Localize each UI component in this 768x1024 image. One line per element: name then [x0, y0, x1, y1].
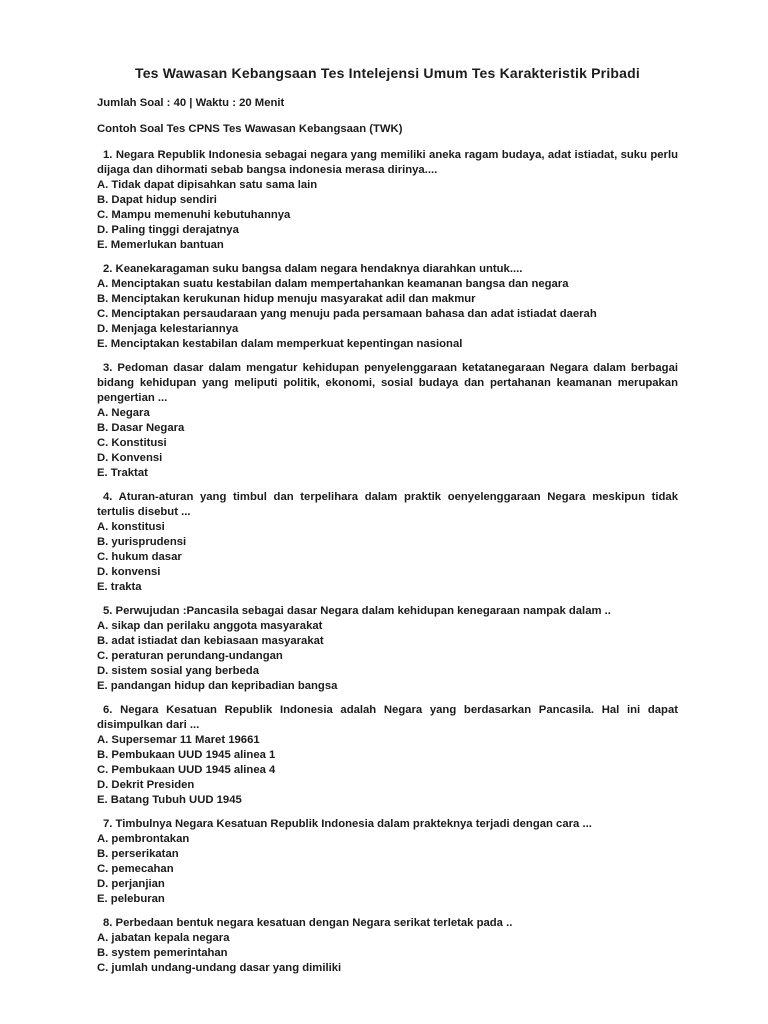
option-line: B. Menciptakan kerukunan hidup menuju masyarakat adil dan makmur	[97, 293, 476, 305]
option-line: D. Konvensi	[97, 452, 163, 464]
option-line: D. perjanjian	[97, 878, 165, 890]
option-line: E. Menciptakan kestabilan dalam memperkuat kepentingan nasional	[97, 338, 463, 350]
option-line: D. sistem sosial yang berbeda	[97, 665, 259, 677]
option-line: C. pemecahan	[97, 863, 174, 875]
option-line: B. Dasar Negara	[97, 422, 185, 434]
option-line: A. Menciptakan suatu kestabilan dalam mempertahankan keamanan bangsa dan negara	[97, 278, 569, 290]
question-text: 8. Perbedaan bentuk negara kesatuan dengan Negara serikat terletak pada ..	[103, 917, 513, 929]
question-block	[97, 916, 678, 976]
option-line: C. peraturan perundang-undangan	[97, 650, 283, 662]
option-line: A. konstitusi	[97, 521, 165, 533]
option-line: A. pembrontakan	[97, 833, 190, 845]
option-list	[97, 931, 678, 976]
option-line: C. hukum dasar	[97, 551, 182, 563]
option-line: B. system pemerintahan	[97, 947, 228, 959]
option-line: B. Dapat hidup sendiri	[97, 194, 217, 206]
option-line: C. Pembukaan UUD 1945 alinea 4	[97, 764, 276, 776]
option-line: D. konvensi	[97, 566, 161, 578]
option-line: B. Pembukaan UUD 1945 alinea 1	[97, 749, 276, 761]
question-text: 3. Pedoman dasar dalam mengatur kehidupan penyelenggaraan ketatanegaraan Negara dalam berbagai bidang kehidupan yang meliputi politik, ekonomi, sosial budaya dan pertahanan keamanan merupakan pengertian ...	[97, 362, 678, 404]
option-list	[97, 277, 678, 352]
question-block	[97, 817, 678, 907]
question-list	[97, 148, 678, 976]
option-list	[97, 832, 678, 907]
option-line: E. trakta	[97, 581, 142, 593]
option-line: E. Batang Tubuh UUD 1945	[97, 794, 242, 806]
option-line: D. Paling tinggi derajatnya	[97, 224, 239, 236]
question-text: 2. Keanekaragaman suku bangsa dalam negara hendaknya diarahkan untuk....	[103, 263, 523, 275]
option-line: E. pandangan hidup dan kepribadian bangsa	[97, 680, 338, 692]
option-line: C. Konstitusi	[97, 437, 167, 449]
question-block	[97, 703, 678, 808]
question-block	[97, 361, 678, 481]
question-text: 5. Perwujudan :Pancasila sebagai dasar Negara dalam kehidupan kenegaraan nampak dalam ..	[103, 605, 611, 617]
option-list	[97, 406, 678, 481]
option-line: A. Negara	[97, 407, 150, 419]
option-line: A. Tidak dapat dipisahkan satu sama lain	[97, 179, 318, 191]
option-line: D. Dekrit Presiden	[97, 779, 195, 791]
question-block	[97, 490, 678, 595]
option-line: B. perserikatan	[97, 848, 179, 860]
option-list	[97, 178, 678, 253]
option-list	[97, 733, 678, 808]
option-line: E. peleburan	[97, 893, 165, 905]
question-block	[97, 148, 678, 253]
question-block	[97, 262, 678, 352]
question-block	[97, 604, 678, 694]
option-line: A. jabatan kepala negara	[97, 932, 230, 944]
option-line: E. Traktat	[97, 467, 148, 479]
question-text: 1. Negara Republik Indonesia sebagai negara yang memiliki aneka ragam budaya, adat istiadat, suku perlu dijaga dan dihormati sebab bangsa indonesia merasa dirinya....	[97, 149, 678, 176]
option-line: A. Supersemar 11 Maret 19661	[97, 734, 260, 746]
option-line: C. Mampu memenuhi kebutuhannya	[97, 209, 291, 221]
question-text: 6. Negara Kesatuan Republik Indonesia adalah Negara yang berdasarkan Pancasila. Hal ini dapat disimpulkan dari ...	[97, 704, 678, 731]
page-title: Tes Wawasan Kebangsaan Tes Intelejensi Umum Tes Karakteristik Pribadi	[134, 65, 640, 81]
question-text: 7. Timbulnya Negara Kesatuan Republik Indonesia dalam prakteknya terjadi dengan cara ...	[103, 818, 592, 830]
option-line: B. yurisprudensi	[97, 536, 187, 548]
option-line: C. jumlah undang-undang dasar yang dimiliki	[97, 962, 342, 974]
meta-line: Jumlah Soal : 40 | Waktu : 20 Menit	[97, 97, 285, 109]
question-text: 4. Aturan-aturan yang timbul dan terpelihara dalam praktik oenyelenggaraan Negara meskipun tidak tertulis disebut ...	[97, 491, 678, 518]
option-list	[97, 619, 678, 694]
option-line: E. Memerlukan bantuan	[97, 239, 224, 251]
option-line: C. Menciptakan persaudaraan yang menuju pada persamaan bahasa dan adat istiadat daerah	[97, 308, 597, 320]
section-heading: Contoh Soal Tes CPNS Tes Wawasan Kebangsaan (TWK)	[97, 123, 403, 135]
option-line: B. adat istiadat dan kebiasaan masyarakat	[97, 635, 324, 647]
option-line: A. sikap dan perilaku anggota masyarakat	[97, 620, 323, 632]
option-list	[97, 520, 678, 595]
option-line: D. Menjaga kelestariannya	[97, 323, 239, 335]
